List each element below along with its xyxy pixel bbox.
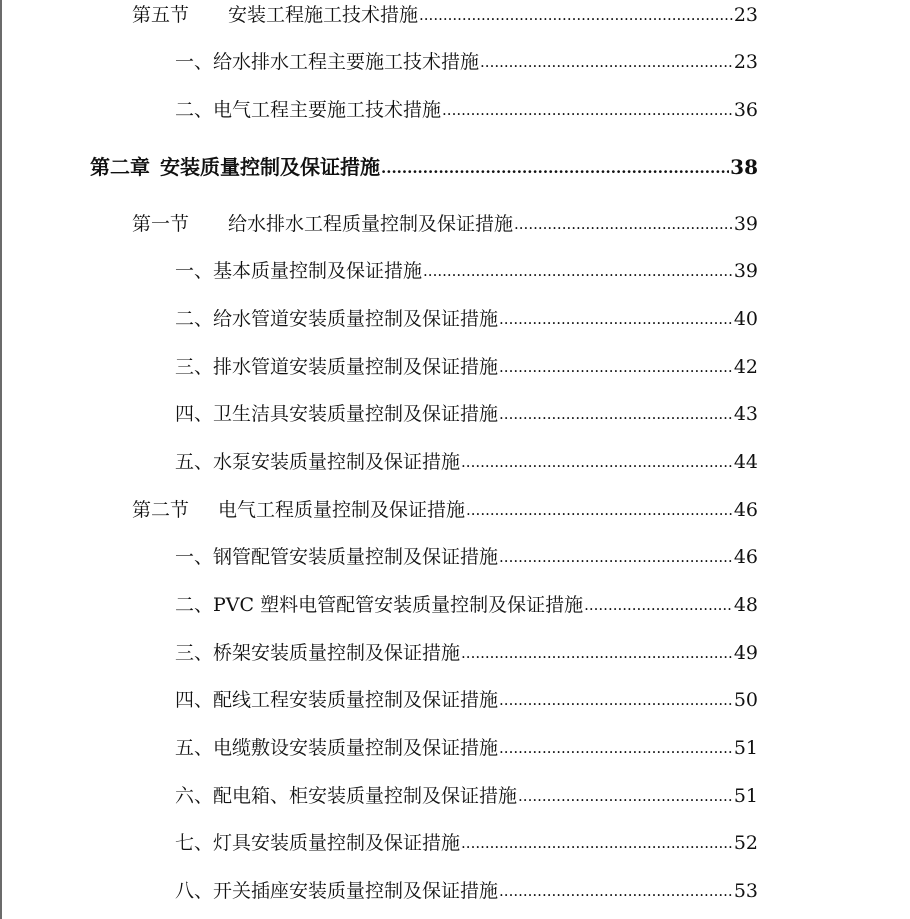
toc-entry-label: 五、 xyxy=(175,737,214,759)
toc-entry-item[interactable] xyxy=(175,355,758,380)
toc-entry-title: 给水排水工程主要施工技术措施 xyxy=(213,51,480,73)
toc-dot-leader xyxy=(499,306,733,331)
toc-entry-label: 六、 xyxy=(175,785,214,807)
toc-entry-label: 一、 xyxy=(175,546,214,568)
toc-entry-label: 七、 xyxy=(175,832,214,854)
toc-dot-leader xyxy=(499,354,733,379)
toc-entry-item[interactable] xyxy=(175,784,758,809)
toc-entry-title: 卫生洁具安装质量控制及保证措施 xyxy=(213,403,499,425)
toc-dot-leader xyxy=(480,49,733,74)
toc-entry-page: 39 xyxy=(733,260,758,282)
toc-dot-leader xyxy=(584,592,733,617)
toc-entry-label: 第五节 xyxy=(132,4,190,26)
toc-entry-item[interactable] xyxy=(175,50,758,75)
toc-entry-page: 23 xyxy=(733,4,758,26)
toc-entry-page: 49 xyxy=(733,642,758,664)
toc-entry-page: 23 xyxy=(733,51,758,73)
toc-entry-item[interactable] xyxy=(175,259,758,284)
toc-dot-leader xyxy=(499,878,733,903)
toc-entry-section[interactable] xyxy=(132,3,758,28)
toc-entry-title: 电气工程质量控制及保证措施 xyxy=(218,499,466,521)
toc-entry-label: 四、 xyxy=(175,403,214,425)
toc-dot-leader xyxy=(499,544,733,569)
toc-entry-label: 三、 xyxy=(175,356,214,378)
toc-entry-section[interactable] xyxy=(132,498,758,523)
toc-dot-leader xyxy=(518,783,733,808)
toc-entry-page: 42 xyxy=(733,356,758,378)
toc-entry-item[interactable] xyxy=(175,688,758,713)
toc-entry-page: 40 xyxy=(733,308,758,330)
toc-entry-item[interactable] xyxy=(175,593,758,618)
toc-entry-item[interactable] xyxy=(175,402,758,427)
toc-entry-page: 43 xyxy=(733,403,758,425)
toc-dot-leader xyxy=(442,97,733,122)
toc-dot-leader xyxy=(461,830,733,855)
toc-entry-page: 51 xyxy=(733,737,758,759)
toc-entry-title: 钢管配管安装质量控制及保证措施 xyxy=(213,546,499,568)
toc-entry-title: 配线工程安装质量控制及保证措施 xyxy=(213,689,499,711)
toc-entry-page: 53 xyxy=(733,880,758,902)
toc-entry-item[interactable] xyxy=(175,879,758,904)
toc-entry-label: 四、 xyxy=(175,689,214,711)
toc-entry-page: 36 xyxy=(733,99,758,121)
toc-entry-title: 桥架安装质量控制及保证措施 xyxy=(213,642,461,664)
toc-entry-item[interactable] xyxy=(175,450,758,475)
toc-entry-title: 电缆敷设安装质量控制及保证措施 xyxy=(213,737,499,759)
toc-entry-item[interactable] xyxy=(175,307,758,332)
toc-entry-chapter[interactable] xyxy=(90,155,758,181)
toc-entry-item[interactable] xyxy=(175,831,758,856)
toc-entry-title: 基本质量控制及保证措施 xyxy=(213,260,423,282)
toc-dot-leader xyxy=(461,449,733,474)
toc-entry-item[interactable] xyxy=(175,736,758,761)
toc-entry-page: 44 xyxy=(733,451,758,473)
toc-entry-title: 电气工程主要施工技术措施 xyxy=(213,99,442,121)
page-left-border xyxy=(0,0,2,919)
toc-dot-leader xyxy=(419,2,733,27)
toc-entry-item[interactable] xyxy=(175,641,758,666)
toc-entry-title: 开关插座安装质量控制及保证措施 xyxy=(213,880,499,902)
toc-dot-leader xyxy=(466,497,733,522)
toc-entry-title: 水泵安装质量控制及保证措施 xyxy=(213,451,461,473)
toc-entry-page: 52 xyxy=(733,832,758,854)
toc-entry-title: 给水管道安装质量控制及保证措施 xyxy=(213,308,499,330)
toc-entry-page: 50 xyxy=(733,689,758,711)
toc-entry-page: 48 xyxy=(733,594,758,616)
toc-entry-page: 38 xyxy=(730,155,758,179)
toc-entry-item[interactable] xyxy=(175,98,758,123)
toc-entry-label: 三、 xyxy=(175,642,214,664)
toc-entry-label: 二、 xyxy=(175,594,214,616)
toc-entry-label: 二、 xyxy=(175,99,214,121)
toc-entry-label: 第一节 xyxy=(132,213,190,235)
toc-entry-label: 二、 xyxy=(175,308,214,330)
toc-dot-leader xyxy=(514,211,733,236)
toc-dot-leader xyxy=(499,401,733,426)
toc-entry-title: 配电箱、柜安装质量控制及保证措施 xyxy=(213,785,518,807)
toc-entry-title: 安装工程施工技术措施 xyxy=(228,4,419,26)
toc-entry-title: 安装质量控制及保证措施 xyxy=(160,155,380,179)
toc-entry-label: 五、 xyxy=(175,451,214,473)
toc-entry-label: 八、 xyxy=(175,880,214,902)
toc-dot-leader xyxy=(461,640,733,665)
toc-entry-page: 46 xyxy=(733,546,758,568)
toc-dot-leader xyxy=(499,687,733,712)
toc-entry-label: 第二节 xyxy=(132,499,190,521)
toc-entry-section[interactable] xyxy=(132,212,758,237)
toc-entry-label: 一、 xyxy=(175,260,214,282)
toc-entry-page: 46 xyxy=(733,499,758,521)
toc-entry-title: 排水管道安装质量控制及保证措施 xyxy=(213,356,499,378)
toc-entry-title: 给水排水工程质量控制及保证措施 xyxy=(228,213,514,235)
toc-entry-label: 一、 xyxy=(175,51,214,73)
toc-entry-label: 第二章 xyxy=(90,155,150,179)
toc-entry-page: 39 xyxy=(733,213,758,235)
toc-dot-leader xyxy=(381,154,729,180)
toc-entry-page: 51 xyxy=(733,785,758,807)
toc-dot-leader xyxy=(499,735,733,760)
toc-entry-title: PVC 塑料电管配管安装质量控制及保证措施 xyxy=(213,594,584,616)
toc-entry-item[interactable] xyxy=(175,545,758,570)
toc-entry-title: 灯具安装质量控制及保证措施 xyxy=(213,832,461,854)
toc-dot-leader xyxy=(423,258,733,283)
